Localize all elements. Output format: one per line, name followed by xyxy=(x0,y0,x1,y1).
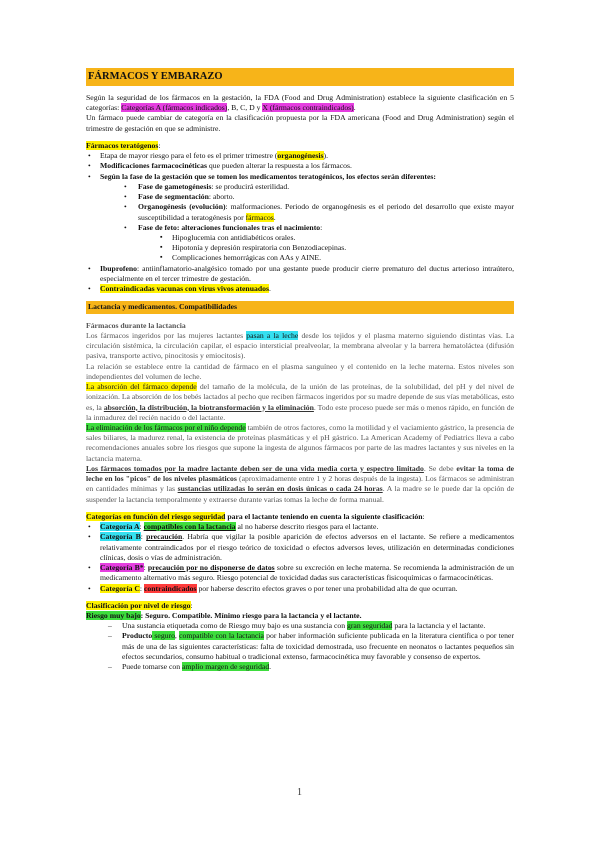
list-item: • Fase de feto: alteraciones funcionales tras el nacimiento: ▪ Hipoglucemia con antidiabéticos orales. ▪ Hipotonía y depresión respiratoria con Benzodiacepinas. ▪ Complicaciones hemorrágicas con AAs y AINE. xyxy=(124,223,514,264)
list-item: • Ibuprofeno: antiinflamatorio-analgésico tomado por una gestante puede producir cierre prematuro del ductus arterioso intraútero, especialmente en el tercer trimestre de gestación. xyxy=(86,264,514,284)
list-item: • Fase de gametogénesis: se producirá esterilidad. xyxy=(124,182,514,192)
categorias-heading: Categorías en función del riesgo seguridad para el lactante teniendo en cuenta la siguiente clasificación: xyxy=(86,511,425,521)
page-number: 1 xyxy=(297,787,302,798)
list-item: – Producto seguro, compatible con la lactancia por haber información suficiente publicada en la literatura científica o por tener más de una de las siguientes características: falta de toxicidad demostrada, uso frecuente en neonatos o lactantes pequeños sin efectos secundarios, consumo habitual o tradicional extenso, farmacocinética muy favorable y consenso de expertos. xyxy=(108,631,514,662)
list-item: • Categoría B*: precaución por no disponerse de datos sobre su excreción en leche materna. Se recomienda la administración de un medicamento alternativo más seguro. Riesgo potencial de toxicidad dadas sus características fisicoquímicas o farmacocinéticas. xyxy=(86,563,514,583)
highlight-categoria-x: X (fármacos contraindicados) xyxy=(262,103,354,113)
document-page xyxy=(86,68,514,672)
list-item: • Categoría B: precaución. Habría que vigilar la posible aparición de efectos adversos en el lactante. Se refiere a medicamentos relativamente contraindicados por el riesgo teórico de toxicidad o efectos adversos leves, utilización en determinadas condiciones clínicas, dosis o vías de administración. xyxy=(86,532,514,563)
list-item: • Categoría A: compatibles con la lactancia al no haberse descrito riesgos para el lactante. xyxy=(86,522,514,532)
list-item: ▪ Hipotonía y depresión respiratoria con Benzodiacepinas. xyxy=(160,243,514,253)
list-item: • Organogénesis (evolución): malformaciones. Periodo de organogénesis es el periodo del desarrollo que existe mayor susceptibilidad a teratogénesis por fármacos. xyxy=(124,202,514,222)
list-item: • Etapa de mayor riesgo para el feto es el primer trimestre (organogénesis). xyxy=(86,151,514,161)
list-item: ▪ Hipoglucemia con antidiabéticos orales. xyxy=(160,233,514,243)
lactancia-paragraph-1: Los fármacos ingeridos por las mujeres lactantes pasan a la leche desde los tejidos y el plasma materno siguiendo distintas vías. La circulación sistémica, la circulación capilar, el espacio intersticial prealveolar, la membrana alveolar y la barrera hematoláctea (difusión pasiva, transporte activo, pinocitosis y emiocitosis). xyxy=(86,330,514,361)
alteraciones-list xyxy=(138,233,514,264)
clasificacion-heading: Clasificación por nivel de riesgo: xyxy=(86,600,193,610)
categorias-list xyxy=(86,522,514,594)
list-item: – Puede tomarse con amplio margen de seguridad. xyxy=(108,662,514,672)
lactancia-paragraph-3: La absorción del fármaco depende del tamaño de la molécula, de la unión de las proteínas, de la solubilidad, del pH y del nivel de ionización. La absorción de los bebés lactados al pecho que reciben fármacos ingeridos por su madre depende de sus vías metabólicas, esto es, la absorción, la distribución, la biotransformación y la eliminación. Todo este proceso puede ser más o menos rápido, en función de la inmadurez del recién nacido o del lactante. xyxy=(86,382,515,422)
riesgo-muy-bajo-list xyxy=(86,621,514,672)
fases-list xyxy=(100,182,514,264)
lactancia-paragraph-5: Los fármacos tomados por la madre lactante deben ser de una vida media corta y espectro limitado. Se debe evitar la toma de leche en los "picos" de los niveles plasmáticos (aproximadamente entre 1 y 2 horas después de la ingesta). Los fármacos se administran en cantidades mínimas y las sustancias utilizadas lo serán en dosis únicas o cada 24 horas. A la madre se le puede dar la opción de suspender la lactancia temporalmente y extraerse durante varias tomas la leche de forma manual. xyxy=(86,463,515,504)
highlight-categoria-a: Categorías A (fármacos indicados) xyxy=(121,103,228,113)
list-item: • Categoría C: contraindicados por haberse descrito efectos graves o por tener una probabilidad alta de que ocurran. xyxy=(86,584,514,594)
list-item: – Una sustancia etiquetada como de Riesgo muy bajo es una sustancia con gran seguridad para la lactancia y el lactante. xyxy=(108,621,514,631)
list-item: • Contraindicadas vacunas con virus vivos atenuados. xyxy=(86,284,514,294)
page-title: FÁRMACOS Y EMBARAZO xyxy=(86,68,514,86)
lactancia-paragraph-2: La relación se establece entre la cantidad de fármaco en el plasma sanguíneo y el contenido en la leche materna. Estos niveles son independientes del volumen de leche. xyxy=(86,361,514,381)
intro-paragraph-2: Un fármaco puede cambiar de categoría en la clasificación propuesta por la FDA americana (Food and Drug Administration) según el trimestre de gestación en que se administre. xyxy=(86,113,514,133)
intro-paragraph: Según la seguridad de los fármacos en la gestación, la FDA (Food and Drug Administration) establece la siguiente clasificación en 5 categorías: Categorías A (fármacos indicados), B, C, D y X (fármacos contraindicados). xyxy=(86,92,514,113)
riesgo-muy-bajo-line: Riesgo muy bajo: Seguro. Compatible. Mínimo riesgo para la lactancia y el lactante. xyxy=(86,610,362,620)
teratogenos-heading: Fármacos teratógenos: xyxy=(86,140,161,150)
lactancia-subheading: Fármacos durante la lactancia xyxy=(86,320,186,330)
list-item: • Fase de segmentación: aborto. xyxy=(124,192,514,202)
lactancia-paragraph-4: La eliminación de los fármacos por el niño depende también de otros factores, como la motilidad y el vaciamiento gástrico, la presencia de sales biliares, la madurez renal, la existencia de proteínas plasmáticas y el pH gástrico. La American Academy of Pediatrics lleva a cabo recomendaciones anuales sobre los riesgos que supone la ingesta de algunos fármacos por parte de las madres lactantes y sus niveles en la lactancia materna. xyxy=(86,422,515,463)
list-item: ▪ Complicaciones hemorrágicas con AAs y AINE. xyxy=(160,253,514,263)
list-item: • Modificaciones farmacocinéticas que pueden alterar la respuesta a los fármacos. xyxy=(86,161,514,171)
teratogenos-list xyxy=(86,151,514,294)
list-item: • Según la fase de la gestación que se tomen los medicamentos teratogénicos, los efectos serán diferentes: • Fase de gametogénesis: se producirá esterilidad. • Fase de segmentación: aborto. • Organogénesis (evolución): malformaciones. Periodo de organogénesis es el periodo del desarrollo que existe mayor susceptibilidad a teratogénesis por fármacos. • Fase de feto: alteraciones funcionales tras el nacimiento: ▪ Hipoglucemia con antidiabéticos orales. ▪ Hipotonía y depresión respiratoria con Benzodiacepinas. ▪ Complicaciones hemorrágicas con AAs y AINE. xyxy=(86,172,514,264)
lactancia-section-bar: Lactancia y medicamentos. Compatibilidades xyxy=(86,301,514,313)
